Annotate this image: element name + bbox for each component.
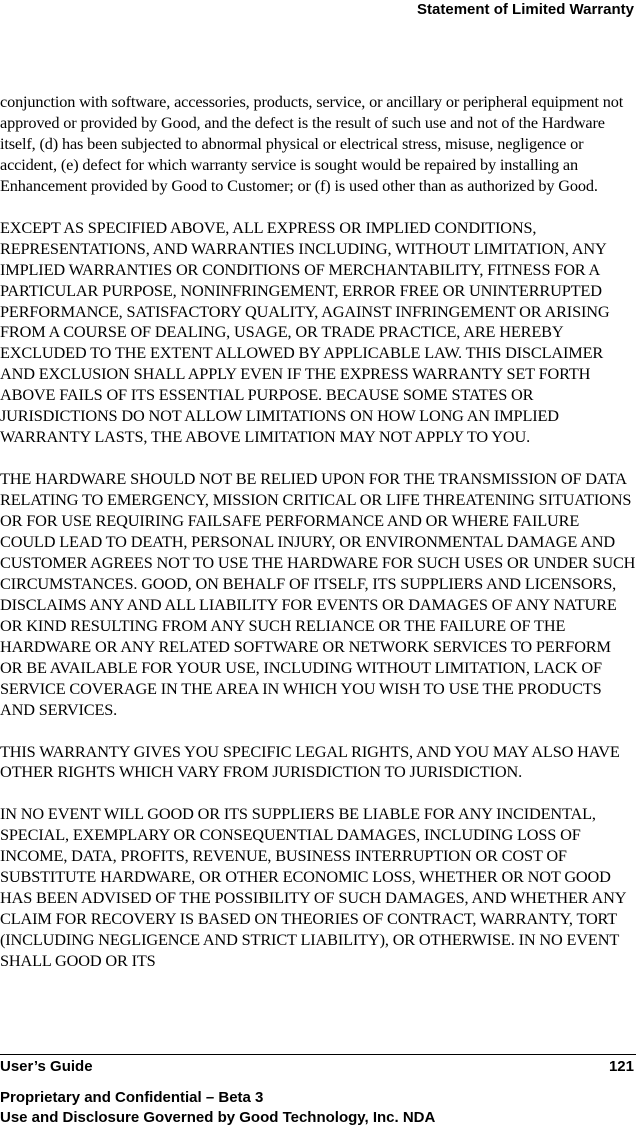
confidentiality-line-1: Proprietary and Confidential – Beta 3 <box>0 1089 264 1106</box>
footer-divider <box>0 1054 636 1055</box>
paragraph-liability-limit: IN NO EVENT WILL GOOD OR ITS SUPPLIERS BE LIABLE FOR ANY INCIDENTAL, SPECIAL, EXEMPLARY OR CONSEQUENTIAL DAMAGES, INCLUDING LOSS OF INCOME, DATA, PROFITS, REVENUE, BUSINESS INTERRUPTION OR COST OF SUBSTITUTE HARDWARE, OR OTHER ECONOMIC LOSS, WHETHER OR NOT GOOD HAS BEEN ADVISED OF THE POSSIBILITY OF SUCH DAMAGES, AND WHETHER ANY CLAIM FOR RECOVERY IS BASED ON THEORIES OF CONTRACT, WARRANTY, TORT (INCLUDING NEGLIGENCE AND STRICT LIABILITY), OR OTHERWISE. IN NO EVENT SHALL GOOD OR ITS <box>0 804 626 971</box>
confidentiality-notice <box>0 1088 435 1128</box>
page-number: 121 <box>608 1058 634 1075</box>
footer-guide-title: User’s Guide <box>0 1058 93 1075</box>
running-header-title: Statement of Limited Warranty <box>417 1 634 18</box>
paragraph-legal-rights: THIS WARRANTY GIVES YOU SPECIFIC LEGAL RIGHTS, AND YOU MAY ALSO HAVE OTHER RIGHTS WHICH VARY FROM JURISDICTION TO JURISDICTION. <box>0 741 620 782</box>
warranty-body <box>0 92 636 972</box>
paragraph-hardware-reliance: THE HARDWARE SHOULD NOT BE RELIED UPON FOR THE TRANSMISSION OF DATA RELATING TO EMERGENCY, MISSION CRITICAL OR LIFE THREATENING SITUATIONS OR FOR USE REQUIRING FAILSAFE PERFORMANCE AND OR WHERE FAILURE COULD LEAD TO DEATH, PERSONAL INJURY, OR ENVIRONMENTAL DAMAGE AND CUSTOMER AGREES NOT TO USE THE HARDWARE FOR SUCH USES OR UNDER SUCH CIRCUMSTANCES. GOOD, ON BEHALF OF ITSELF, ITS SUPPLIERS AND LICENSORS, DISCLAIMS ANY AND ALL LIABILITY FOR EVENTS OR DAMAGES OF ANY NATURE OR KIND RESULTING FROM ANY SUCH RELIANCE OR THE FAILURE OF THE HARDWARE OR ANY RELATED SOFTWARE OR NETWORK SERVICES TO PERFORM OR BE AVAILABLE FOR YOUR USE, INCLUDING WITHOUT LIMITATION, LACK OF SERVICE COVERAGE IN THE AREA IN WHICH YOU WISH TO USE THE PRODUCTS AND SERVICES. <box>0 469 636 719</box>
confidentiality-line-2: Use and Disclosure Governed by Good Technology, Inc. NDA <box>0 1109 436 1126</box>
paragraph-disclaimer: EXCEPT AS SPECIFIED ABOVE, ALL EXPRESS OR IMPLIED CONDITIONS, REPRESENTATIONS, AND WARRANTIES INCLUDING, WITHOUT LIMITATION, ANY IMPLIED WARRANTIES OR CONDITIONS OF MERCHANTABILITY, FITNESS FOR A PARTICULAR PURPOSE, NONINFRINGEMENT, ERROR FREE OR UNINTERRUPTED PERFORMANCE, SATISFACTORY QUALITY, AGAINST INFRINGEMENT OR ARISING FROM A COURSE OF DEALING, USAGE, OR TRADE PRACTICE, ARE HEREBY EXCLUDED TO THE EXTENT ALLOWED BY APPLICABLE LAW. THIS DISCLAIMER AND EXCLUSION SHALL APPLY EVEN IF THE EXPRESS WARRANTY SET FORTH ABOVE FAILS OF ITS ESSENTIAL PURPOSE. BECAUSE SOME STATES OR JURISDICTIONS DO NOT ALLOW LIMITATIONS ON HOW LONG AN IMPLIED WARRANTY LASTS, THE ABOVE LIMITATION MAY NOT APPLY TO YOU. <box>0 217 610 447</box>
paragraph-conjunction: conjunction with software, accessories, products, service, or ancillary or peripheral equipment not approved or provided by Good, and the defect is the result of such use and not of the Hardware itself, (d) has been subjected to abnormal physical or electrical stress, misuse, negligence or accident, (e) defect for which warranty service is sought would be repaired by installing an Enhancement provided by Good to Customer; or (f) is used other than as authorized by Good. <box>0 92 624 195</box>
